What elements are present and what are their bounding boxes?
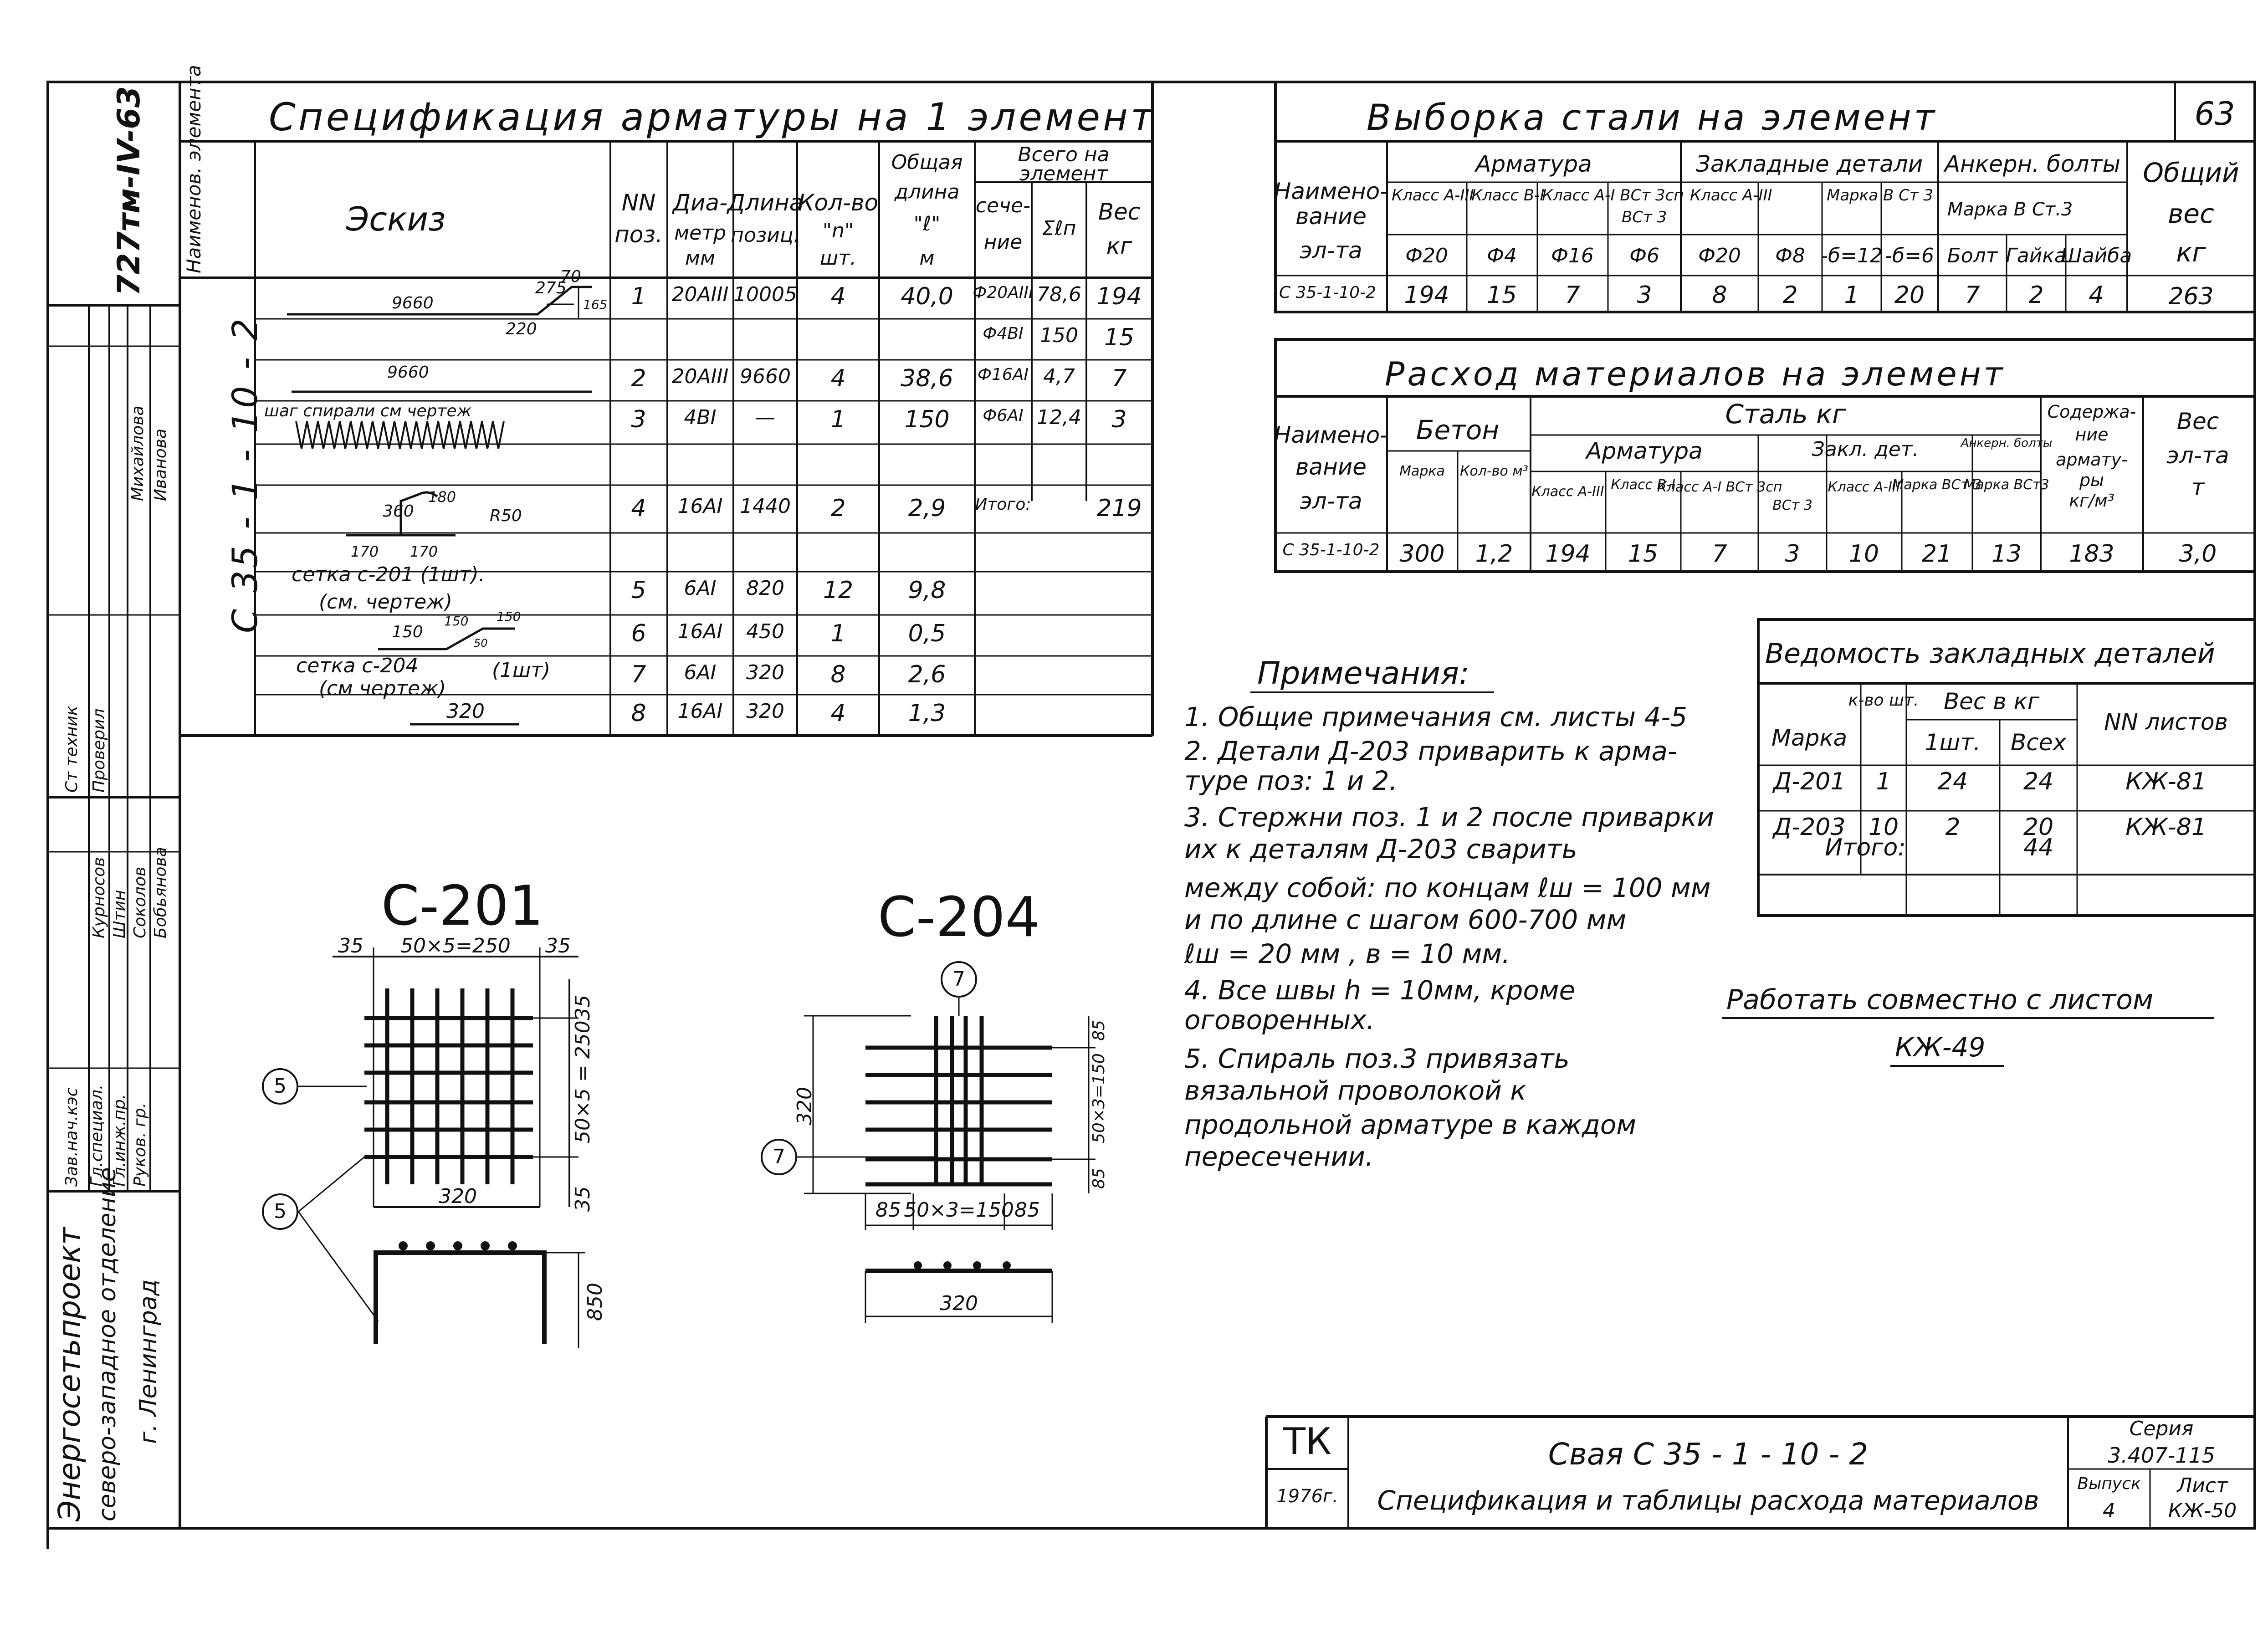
cons-value: С 35-1-10-2 [1282, 541, 1380, 559]
mesh204-v-b: 50×3=150 [1090, 1053, 1108, 1143]
spec-col-sec-2: ние [983, 230, 1023, 254]
steel-value: 4 [2089, 282, 2104, 309]
spec-cell-w: 194 [1096, 283, 1142, 310]
cons-value: 7 [1712, 540, 1727, 568]
steel-dim: Ф6 [1629, 244, 1659, 267]
spec-col-len-2: позиц. [731, 224, 800, 247]
cons-subheader: Марка [1399, 463, 1445, 479]
cons-subheader: Класс А-III [1828, 479, 1900, 495]
sketch4-radius: R50 [490, 507, 522, 525]
spec-col-element: Наименов. элемента [183, 65, 205, 273]
mesh201-title: С-201 [381, 875, 544, 938]
steel-value: 8 [1712, 282, 1727, 309]
spec-cell-sec: Ф20АIII [973, 283, 1034, 302]
side-role2-4: Руков. гр. [131, 1102, 149, 1187]
steel-sub-3: Класс А-I ВСт 3сп [1542, 186, 1684, 205]
emb-cell: Д-201 [1773, 768, 1846, 795]
mesh204-v-a: 85 [1090, 1020, 1108, 1041]
embedded-title: Ведомость закладных деталей [1765, 638, 2215, 670]
mesh204-mark-left: 7 [773, 1145, 785, 1168]
element-label: С 35 - 1 - 10 - 2 [225, 316, 265, 633]
steel-sub-2: Класс В-I [1471, 186, 1545, 205]
consumption-title: Расход материалов на элемент [1385, 355, 2006, 393]
mesh201-mark-1: 5 [274, 1075, 287, 1098]
spec-cell-total: 38,6 [901, 365, 953, 392]
side-name-1: Михайлова [128, 405, 147, 501]
steel-value: 20 [1894, 282, 1925, 309]
spec-cell-len: 320 [746, 661, 784, 684]
mesh204-width: 320 [940, 1292, 978, 1315]
steel-value: 194 [1404, 282, 1449, 309]
cons-subheader: Класс А-I ВСт 3сп [1657, 479, 1782, 495]
spec-cell-total: 150 [904, 406, 950, 433]
steel-grp-arm: Арматура [1475, 151, 1592, 177]
spec-cell-diam: 16АI [677, 700, 723, 723]
cons-grp-arm: Арматура [1586, 438, 1703, 464]
mesh204-d-right: 85 [1014, 1198, 1040, 1222]
spec-cell-qty: 1 [830, 406, 846, 433]
spec-cell-diam: 20АIII [671, 283, 729, 306]
spec-cell-w: 7 [1111, 365, 1127, 392]
cons-subheader: Класс В-I [1611, 477, 1675, 493]
spec-cell-total: 1,3 [908, 700, 946, 727]
spec-col-len-1: Длина [727, 189, 804, 216]
spec-col-diam-3: мм [685, 246, 716, 270]
steel-col-name-2: вание [1295, 203, 1367, 230]
spec-cell-pos: 7 [631, 661, 646, 688]
cons-value: 13 [1991, 540, 2022, 568]
cons-subheader: ВСт 3 [1772, 497, 1812, 513]
sketch4-dim-d: 170 [410, 543, 438, 560]
steel-dim: Ф8 [1775, 244, 1805, 267]
side-role2-2: Гл.специал. [87, 1084, 106, 1187]
spec-col-weight-2: кг [1106, 233, 1132, 259]
note-line: вязальной проволокой к [1184, 1075, 1526, 1106]
steel-row-total: 263 [2168, 283, 2214, 310]
steel-sub-7: Марка В Ст 3 [1827, 186, 1934, 205]
spec-title: Спецификация арматуры на 1 элемент [269, 95, 1156, 139]
spec-col-sum: Σℓп [1042, 217, 1076, 240]
steel-value: 1 [1844, 282, 1859, 309]
spec-cell-diam: 4ВI [684, 406, 717, 429]
sketch2-length: 9660 [387, 363, 429, 382]
tb-issue: 4 [2103, 1499, 2115, 1522]
sketch7-text: сетка с-204 [296, 654, 419, 677]
side-name2-2: Штин [110, 890, 129, 938]
note-line: их к деталям Д-203 сварить [1184, 834, 1577, 865]
spec-cell-len: 450 [746, 620, 784, 643]
spec-cell-len: 10005 [733, 283, 797, 306]
together-text: Работать совместно с листом [1726, 984, 2154, 1016]
cons-col-name-3: эл-та [1300, 488, 1362, 514]
spec-cell-diam: 20АIII [671, 365, 729, 388]
sketch4-dim-c: 170 [351, 543, 379, 560]
cons-col-name-1: Наимено- [1274, 422, 1388, 448]
spec-cell-qty: 4 [830, 365, 846, 392]
spec-cell-pos: 2 [631, 365, 646, 392]
spec-cell-diam: 16АI [677, 620, 723, 643]
org-division: северо-западное отделение [94, 1167, 121, 1521]
steel-sub-5: Класс А-III [1690, 186, 1772, 205]
steel-col-name-3: эл-та [1300, 237, 1362, 264]
spec-cell-diam: 6АI [684, 661, 717, 684]
cons-col-name-2: вание [1295, 454, 1367, 480]
sketch6-dim-c: 150 [497, 609, 521, 624]
side-role-2: Проверил [90, 708, 108, 793]
spec-cell-total: 2,6 [908, 661, 946, 688]
tb-issue-label: Выпуск [2077, 1474, 2141, 1493]
note-line: ℓш = 20 мм , в = 10 мм. [1184, 938, 1510, 969]
emb-cell: КЖ-81 [2125, 814, 2207, 841]
spec-col-all-2: элемент [1019, 162, 1108, 185]
spec-cell-sum: 4,7 [1043, 365, 1075, 388]
sketch8-length: 320 [446, 700, 485, 723]
mesh201-height: 850 [584, 1283, 607, 1321]
spec-col-qty-1: Кол-во [798, 189, 879, 216]
tb-series-label: Серия [2129, 1417, 2194, 1440]
emb-cell: 1 [1876, 768, 1891, 795]
emb-col-sheets: NN листов [2104, 709, 2228, 735]
sketch1-dim-b: 70 [560, 267, 581, 286]
spec-cell-sec: Ф6АI [983, 406, 1024, 425]
sketch5-text2: (см. чертеж) [319, 590, 453, 614]
steel-col-total-3: кг [2176, 237, 2206, 268]
steel-col-total-1: Общий [2143, 157, 2239, 188]
steel-value: 2 [1782, 282, 1798, 309]
emb-cell: Д-203 [1773, 814, 1846, 841]
cons-grp-emb: Закл. дет. [1812, 438, 1919, 461]
note-line: 3. Стержни поз. 1 и 2 после приварки [1184, 802, 1714, 833]
side-name2-3: Соколов [131, 866, 149, 938]
spec-col-sec-1: сече- [975, 194, 1031, 217]
steel-dim: Ф4 [1487, 244, 1517, 267]
emb-total-label: Итого: [1825, 834, 1906, 861]
org-name: Энергосетьпроект [52, 1227, 87, 1521]
side-role2-1: Зав.нач.кэс [62, 1087, 81, 1187]
spec-col-weight-1: Вес [1098, 199, 1141, 225]
mesh204-d-left: 85 [875, 1198, 901, 1222]
emb-cell: 24 [2023, 768, 2054, 795]
cons-content-line: армату- [2056, 450, 2128, 470]
sketch6-dim-b: 150 [444, 614, 469, 629]
mesh201-d-right: 35 [545, 934, 571, 957]
steel-sub-9: Марка В Ст.3 [1947, 199, 2073, 220]
note-line: туре поз: 1 и 2. [1184, 765, 1398, 796]
sketch4-dim-b: 180 [428, 488, 456, 506]
spec-cell-pos: 5 [631, 577, 646, 604]
spec-cell-sum: 78,6 [1037, 283, 1081, 306]
emb-col-all: Всех [2010, 729, 2067, 756]
mesh204-v-c: 85 [1090, 1168, 1108, 1189]
steel-value: 2 [2028, 282, 2044, 309]
sketch1-length: 9660 [392, 294, 434, 312]
emb-col-qty: к-во шт. [1848, 691, 1919, 710]
side-name2-4: Бобьянова [151, 847, 170, 938]
steel-row-name: С 35-1-10-2 [1279, 283, 1376, 302]
steel-dim: Ф20 [1698, 244, 1741, 267]
cons-content-line: ние [2075, 425, 2109, 445]
spec-cell-len: 1440 [740, 495, 791, 518]
cons-grp-concrete: Бетон [1416, 415, 1500, 445]
cons-value: 183 [2069, 540, 2114, 568]
cons-value: 10 [1848, 540, 1879, 568]
spec-cell-qty: 2 [830, 495, 846, 522]
mesh201-mark-2: 5 [274, 1200, 287, 1223]
cons-subheader: Класс А-III [1531, 484, 1604, 500]
mesh201-d-mid: 50×5=250 [400, 934, 511, 957]
note-line: 4. Все швы h = 10мм, кроме [1184, 975, 1576, 1006]
spec-cell-qty: 4 [830, 700, 846, 727]
spec-cell-diam: 16АI [677, 495, 723, 518]
steel-dim: Шайба [2060, 244, 2132, 267]
spec-cell-len: 9660 [740, 365, 791, 388]
tb-series: 3.407-115 [2107, 1443, 2216, 1468]
cons-grp-steel: Сталь кг [1725, 399, 1846, 430]
mesh204-title: С-204 [877, 886, 1040, 949]
steel-grp-anch: Анкерн. болты [1944, 151, 2121, 177]
spec-col-sketch: Эскиз [346, 200, 446, 238]
steel-col-name-1: Наимено- [1274, 178, 1388, 205]
spec-cell-diam: 6АI [684, 577, 717, 600]
note-line: пересечении. [1184, 1141, 1374, 1172]
cons-value: 21 [1921, 540, 1952, 568]
cons-value: 3 [1785, 540, 1800, 568]
steel-sub-4: ВСт 3 [1622, 208, 1667, 226]
cons-subheader: Марка ВСт 3 [1892, 477, 1982, 493]
spec-cell-len: 820 [746, 577, 784, 600]
steel-col-total-2: вес [2168, 198, 2214, 229]
spec-cell-total: 2,9 [908, 495, 946, 522]
notes-title: Примечания: [1257, 655, 1469, 691]
cons-grp-anch: Анкерн. болты [1961, 436, 2053, 450]
mesh204-d-mid: 50×3=150 [904, 1198, 1014, 1222]
sketch5-text: сетка с-201 (1шт). [292, 563, 485, 586]
spec-cell-qty: 12 [823, 577, 854, 604]
sketch7-text2: (см чертеж) [319, 677, 446, 700]
spec-col-qty-2: "n" [822, 219, 854, 242]
cons-col-weight-2: эл-та [2166, 442, 2229, 469]
note-line: и по длине с шагом 600-700 мм [1184, 904, 1627, 935]
cons-value: 300 [1399, 540, 1445, 568]
side-role-1: Ст техник [62, 706, 81, 793]
steel-dim: Ф20 [1405, 244, 1448, 267]
mesh204-mark-top: 7 [952, 967, 965, 991]
note-line: между собой: по концам ℓш = 100 мм [1184, 872, 1711, 903]
emb-total: 44 [2023, 834, 2054, 861]
note-line: оговоренных. [1184, 1004, 1375, 1035]
sketch1-dim-a: 275 [535, 279, 567, 297]
spec-col-diam-2: метр [674, 221, 726, 245]
spec-cell-pos: 8 [631, 700, 646, 727]
sketch6-dim-d: 50 [474, 637, 488, 650]
cons-col-weight-3: т [2191, 474, 2205, 501]
spec-col-pos-2: поз. [614, 221, 663, 248]
mesh201-d-left: 35 [338, 934, 363, 957]
sketch6-dim-a: 150 [392, 623, 423, 641]
steel-dim: Гайка [2006, 244, 2067, 267]
sketch4-dim-a: 360 [383, 502, 414, 521]
steel-value: 15 [1486, 282, 1517, 309]
steel-value: 7 [1965, 282, 1980, 309]
spec-cell-pos: 3 [631, 406, 646, 433]
emb-cell: 24 [1937, 768, 1968, 795]
side-role2-3: Гл.инж.пр. [110, 1094, 129, 1187]
org-city: г. Ленинград [135, 1279, 162, 1444]
spec-col-all-1: Всего на [1018, 143, 1110, 166]
spec-cell-w: 15 [1104, 324, 1135, 351]
emb-cell: 10 [1868, 814, 1899, 841]
steel-dim: Болт [1947, 244, 1998, 267]
emb-cell: 2 [1945, 814, 1961, 841]
mesh204-h-total: 320 [793, 1087, 816, 1125]
steel-value: 3 [1637, 282, 1652, 309]
spec-cell-qty: 8 [830, 661, 846, 688]
spec-cell-pos: 1 [631, 283, 646, 310]
mesh201-width: 320 [439, 1185, 477, 1208]
steel-title: Выборка стали на элемент [1367, 97, 1938, 138]
spec-col-total-3: "ℓ" [913, 212, 941, 235]
spec-cell-sec: Ф4ВI [983, 324, 1024, 343]
spec-cell-qty: 1 [830, 620, 846, 647]
note-line: продольной арматуре в каждом [1184, 1109, 1637, 1140]
spec-col-pos-1: NN [621, 189, 656, 216]
spec-cell-len: 320 [746, 700, 784, 723]
emb-col-mark: Марка [1771, 725, 1848, 751]
mesh201-v-mid: 50×5 = 250 [571, 1020, 594, 1143]
sketch3-text: шаг спирали см чертеж [264, 402, 472, 420]
note-line: 2. Детали Д-203 приварить к арма- [1184, 736, 1677, 767]
cons-value: 3,0 [2179, 540, 2217, 568]
cons-value: 1,2 [1475, 540, 1513, 568]
spec-cell-sec: Ф16АI [977, 365, 1029, 384]
cons-subheader: Кол-во м³ [1460, 463, 1528, 479]
spec-cell-sec: Итого: [975, 495, 1031, 514]
spec-cell-total: 0,5 [908, 620, 946, 647]
spec-cell-w: 3 [1111, 406, 1127, 433]
tb-sheet-label: Лист [2177, 1474, 2228, 1497]
steel-value: 7 [1565, 282, 1580, 309]
steel-sub-1: Класс А-III [1392, 186, 1474, 205]
spec-cell-sum: 12,4 [1037, 406, 1081, 429]
note-line: 1. Общие примечания см. листы 4-5 [1184, 701, 1688, 732]
cons-content-line: кг/м³ [2069, 491, 2114, 511]
spec-cell-w: 219 [1096, 495, 1142, 522]
cons-value: 15 [1628, 540, 1659, 568]
emb-col-one: 1шт. [1925, 729, 1981, 756]
tb-subtitle: Спецификация и таблицы расхода материалов [1377, 1485, 2039, 1516]
tb-sheet: КЖ-50 [2168, 1499, 2237, 1522]
spec-col-qty-3: шт. [820, 246, 856, 270]
cons-subheader: Марка ВСт3 [1964, 477, 2049, 493]
sketch1-dim-d: 165 [583, 297, 608, 312]
together-sheet: КЖ-49 [1895, 1032, 1986, 1063]
emb-col-weight: Вес в кг [1943, 688, 2040, 715]
side-name2-1: Курносов [90, 857, 108, 938]
steel-grp-emb: Закладные детали [1695, 151, 1923, 177]
emb-cell: 20 [2023, 814, 2054, 841]
spec-col-total-4: м [919, 246, 935, 270]
cons-content-line: Содержа- [2047, 402, 2136, 422]
sheet-number: 63 [2194, 95, 2235, 133]
spec-cell-total: 9,8 [908, 577, 946, 604]
spec-cell-qty: 4 [830, 283, 846, 310]
steel-dim: -б=12 [1821, 244, 1883, 267]
spec-cell-pos: 6 [631, 620, 646, 647]
mesh201-v-bot: 35 [571, 1186, 594, 1212]
tb-name: Свая С 35 - 1 - 10 - 2 [1548, 1437, 1869, 1472]
emb-cell: КЖ-81 [2125, 768, 2207, 795]
spec-col-diam-1: Диа- [672, 189, 728, 216]
cons-col-weight-1: Вес [2176, 408, 2219, 435]
spec-col-total-1: Общая [891, 151, 963, 174]
note-line: 5. Спираль поз.3 привязать [1184, 1043, 1570, 1074]
side-name-2: Иванова [151, 428, 170, 501]
sketch1-dim-c: 220 [506, 320, 537, 338]
drawing-code: 727тм-IV-63 [111, 86, 147, 296]
spec-cell-len: — [755, 406, 775, 429]
spec-cell-total: 40,0 [901, 283, 953, 310]
cons-content-line: ры [2079, 470, 2104, 490]
spec-col-total-2: длина [894, 180, 960, 204]
spec-cell-sum: 150 [1040, 324, 1078, 347]
sketch7-text3: (1шт) [492, 659, 551, 682]
spec-cell-pos: 4 [631, 495, 646, 522]
mesh201-v-top: 35 [571, 995, 594, 1020]
steel-dim: -б=6 [1885, 244, 1934, 267]
cons-value: 194 [1545, 540, 1591, 568]
tb-year: 1976г. [1276, 1486, 1338, 1507]
steel-dim: Ф16 [1551, 244, 1594, 267]
tb-tk: ТК [1283, 1420, 1331, 1463]
